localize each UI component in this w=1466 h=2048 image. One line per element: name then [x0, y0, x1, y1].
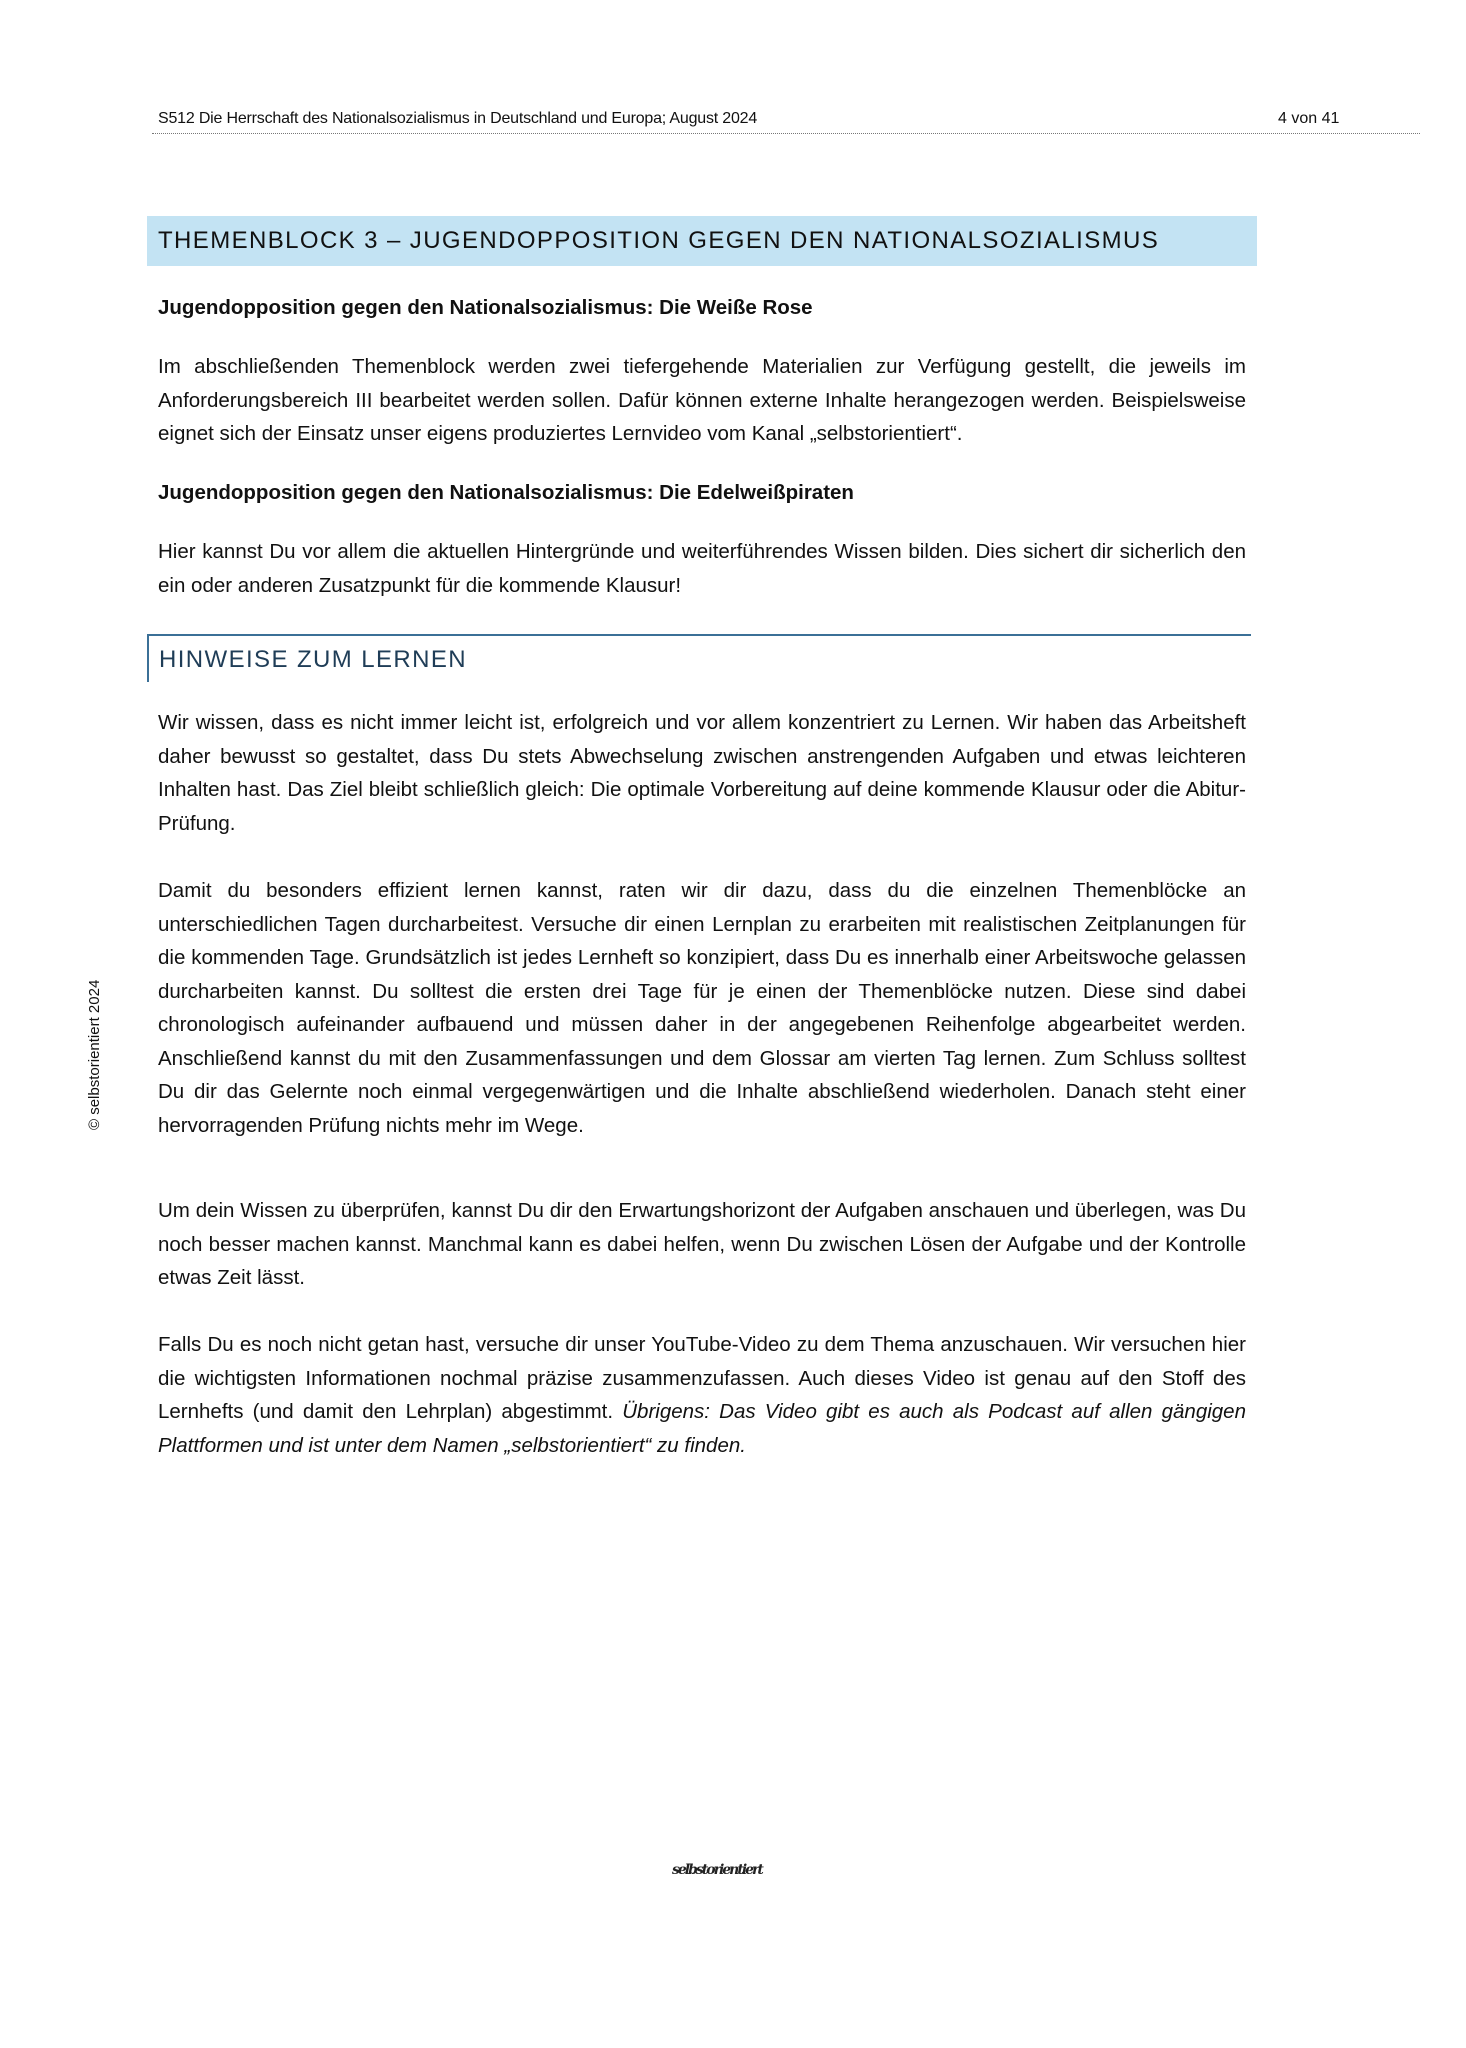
paragraph-italic: Übrigens: Das Video gibt es auch als Podcast auf allen gängigen Plattformen und ist unter dem Namen „selbstorientiert“ zu finden.	[158, 1400, 1246, 1457]
subheading-edelweisspiraten	[158, 476, 1246, 510]
subheading-weisse-rose	[158, 291, 1246, 325]
paragraph	[158, 535, 1246, 602]
paragraph	[158, 1328, 1246, 1462]
section-heading-box	[147, 634, 1251, 682]
document-title: S512 Die Herrschaft des Nationalsozialismus in Deutschland und Europa; August 2024	[158, 110, 758, 127]
paragraph-text: Im abschließenden Themenblock werden zwei tiefergehende Materialien zur Verfügung gestellt, die jeweils im Anforderungsbereich III bearbeitet werden sollen. Dafür können externe Inhalte herangezogen werden. Beispielsweise eignet sich der Einsatz unser eigens produziertes Lernvideo vom Kanal „selbstorientiert“.	[158, 355, 1246, 445]
footer-logo: selbstorientiert	[672, 1862, 762, 1878]
section-heading-band	[147, 216, 1257, 266]
paragraph	[158, 350, 1246, 451]
paragraph-regular: Falls Du es noch nicht getan hast, versuche dir unser YouTube-Video zu dem Thema anzuschauen. Wir versuchen hier die wichtigsten Informationen nochmal präzise zusammenzufassen. Auch dieses Video ist genau auf den Stoff des Lernhefts (und damit den Lehrplan) abgestimmt.	[158, 1333, 1246, 1423]
paragraph-text: Damit du besonders effizient lernen kannst, raten wir dir dazu, dass du die einzelnen Themenblöcke an unterschiedlichen Tagen durcharbeitest. Versuche dir einen Lernplan zu erarbeiten mit realistischen Zeitplanungen für die kommenden Tage. Grundsätzlich ist jedes Lernheft so konzipiert, dass Du es innerhalb einer Arbeitswoche gelassen durcharbeiten kannst. Du solltest die ersten drei Tage für je einen der Themenblöcke nutzen. Diese sind dabei chronologisch aufeinander aufbauend und müssen daher in der angegebenen Reihenfolge abgearbeitet werden. Anschließend kannst du mit den Zusammenfassungen und dem Glossar am vierten Tag lernen. Zum Schluss solltest Du dir das Gelernte noch einmal vergegenwärtigen und die Inhalte abschließend wiederholen. Danach steht einer hervorragenden Prüfung nichts mehr im Wege.	[158, 879, 1246, 1137]
paragraph-text: Wir wissen, dass es nicht immer leicht ist, erfolgreich und vor allem konzentriert zu Lernen. Wir haben das Arbeitsheft daher bewusst so gestaltet, dass Du stets Abwechselung zwischen anstrengenden Aufgaben und etwas leichteren Inhalten hast. Das Ziel bleibt schließlich gleich: Die optimale Vorbereitung auf deine kommende Klausur oder die Abitur-Prüfung.	[158, 711, 1246, 835]
paragraph-text: Hier kannst Du vor allem die aktuellen Hintergründe und weiterführendes Wissen bilden. Dies sichert dir sicherlich den ein oder anderen Zusatzpunkt für die kommende Klausur!	[158, 540, 1246, 597]
paragraph-text: Um dein Wissen zu überprüfen, kannst Du dir den Erwartungshorizont der Aufgaben anschauen und überlegen, was Du noch besser machen kannst. Manchmal kann es dabei helfen, wenn Du zwischen Lösen der Aufgabe und der Kontrolle etwas Zeit lässt.	[158, 1199, 1246, 1289]
header-divider	[152, 133, 1420, 134]
paragraph	[158, 706, 1246, 840]
section-heading: HINWEISE ZUM LERNEN	[159, 646, 467, 673]
subheading-text: Jugendopposition gegen den Nationalsozialismus: Die Edelweißpiraten	[158, 481, 854, 504]
section-heading: THEMENBLOCK 3 – JUGENDOPPOSITION GEGEN DEN NATIONALSOZIALISMUS	[158, 227, 1160, 254]
copyright-notice: © selbstorientiert 2024	[86, 979, 103, 1130]
paragraph-text	[158, 1328, 1246, 1462]
paragraph	[158, 874, 1246, 1142]
page-number: 4 von 41	[1278, 110, 1340, 127]
subheading-text: Jugendopposition gegen den Nationalsozialismus: Die Weiße Rose	[158, 296, 813, 319]
paragraph	[158, 1194, 1246, 1295]
page-header	[158, 110, 1420, 134]
